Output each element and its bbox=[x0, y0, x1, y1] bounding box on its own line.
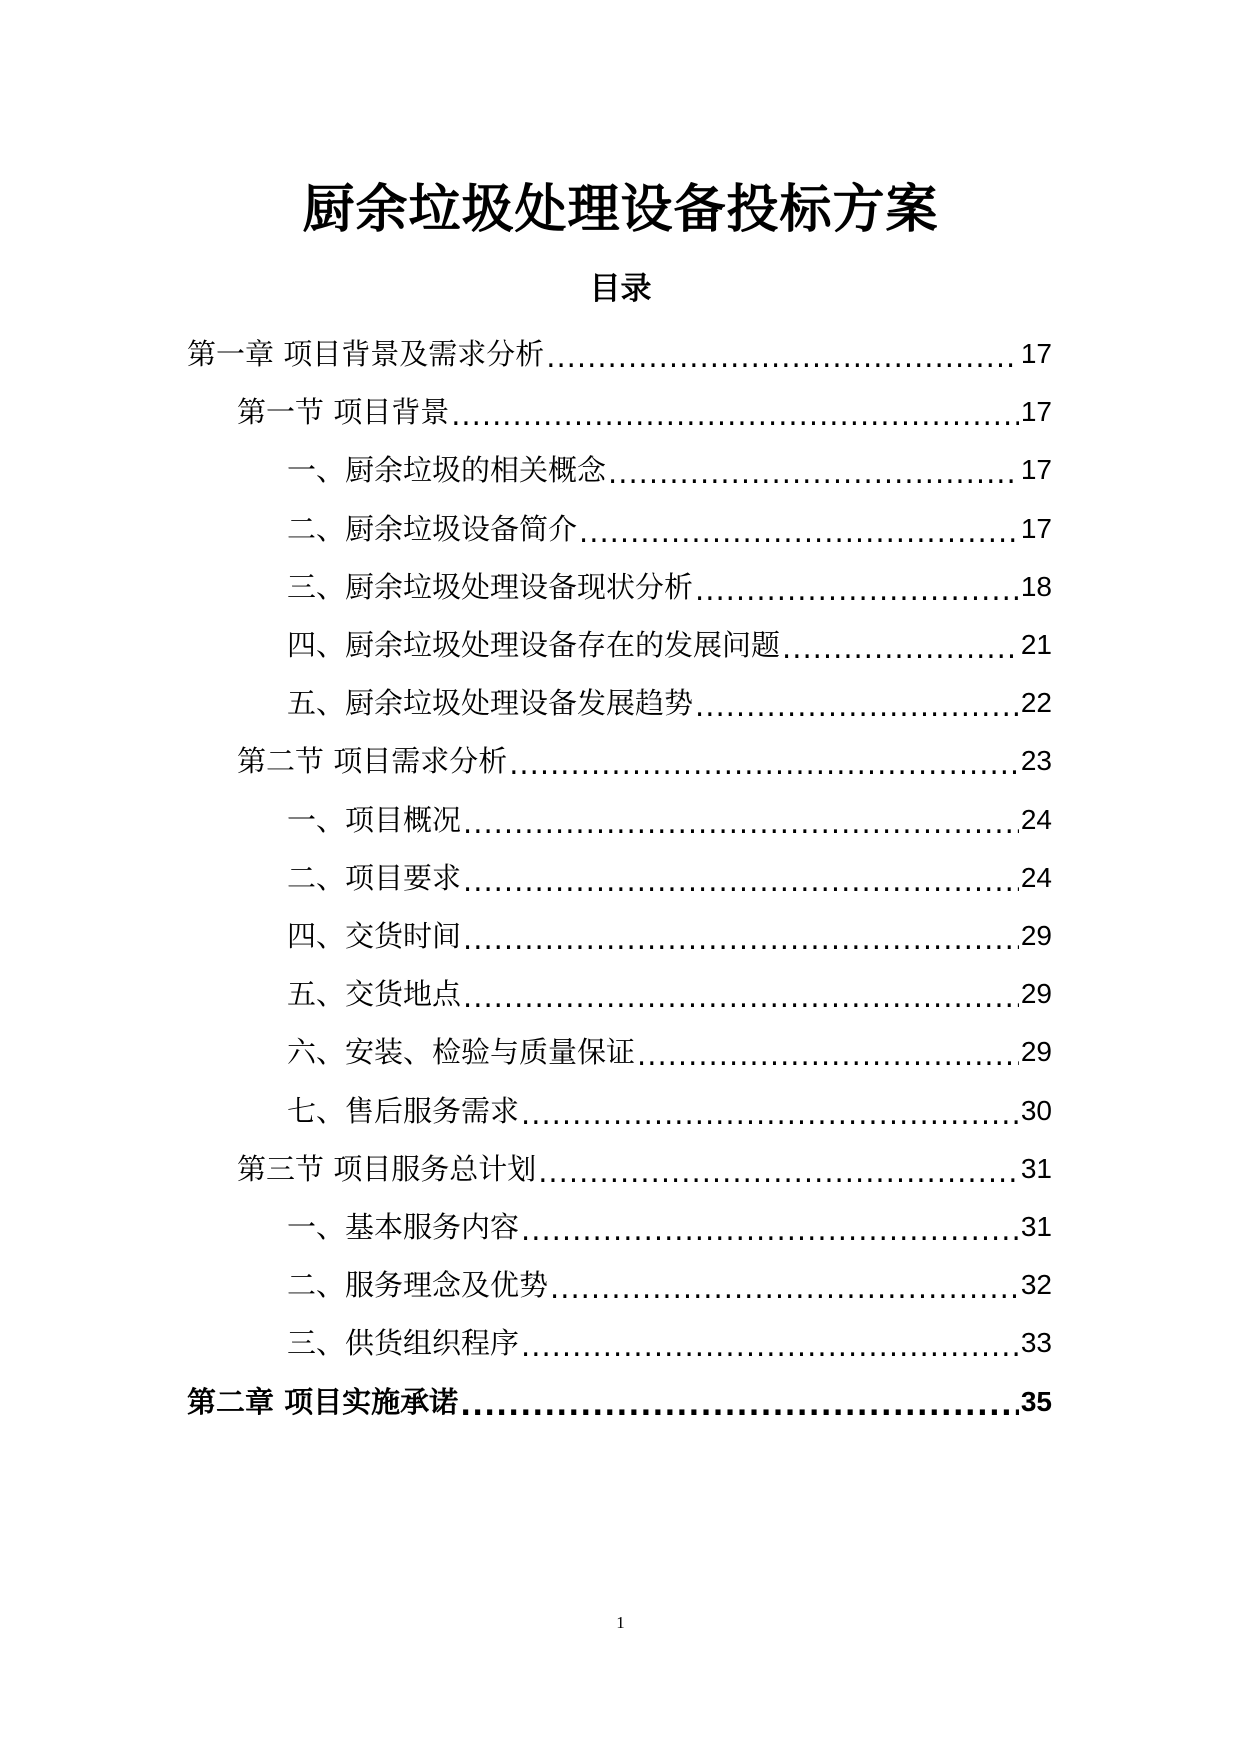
toc-entry-label: 二、厨余垃圾设备简介 bbox=[287, 512, 578, 546]
toc-entry[interactable] bbox=[287, 1202, 1052, 1252]
toc-entry-label: 六、安装、检验与质量保证 bbox=[287, 1035, 636, 1069]
toc-entry-page: 23 bbox=[1020, 745, 1052, 776]
toc-entry[interactable] bbox=[237, 387, 1052, 437]
toc-entry[interactable] bbox=[287, 620, 1052, 670]
toc-entry-label: 三、厨余垃圾处理设备现状分析 bbox=[287, 570, 694, 604]
toc-entry-label: 一、厨余垃圾的相关概念 bbox=[287, 453, 607, 487]
toc-dot-leader bbox=[538, 1144, 1019, 1194]
toc-entry-label: 二、项目要求 bbox=[287, 861, 462, 895]
toc-entry[interactable] bbox=[287, 795, 1052, 845]
toc-entry-label: 第一节 项目背景 bbox=[237, 395, 450, 429]
toc-entry-page: 24 bbox=[1020, 862, 1052, 893]
toc-dot-leader bbox=[460, 1377, 1019, 1427]
toc-entry-label: 四、厨余垃圾处理设备存在的发展问题 bbox=[287, 628, 781, 662]
toc-entry[interactable] bbox=[287, 562, 1052, 612]
toc-dot-leader bbox=[451, 387, 1019, 437]
toc-entry[interactable] bbox=[287, 1260, 1052, 1310]
toc-dot-leader bbox=[521, 1318, 1019, 1368]
toc-entry-page: 29 bbox=[1020, 978, 1052, 1009]
toc-entry-label: 一、基本服务内容 bbox=[287, 1210, 520, 1244]
document-title: 厨余垃圾处理设备投标方案 bbox=[302, 180, 939, 240]
toc-entry-label: 五、厨余垃圾处理设备发展趋势 bbox=[287, 686, 694, 720]
toc-entry[interactable] bbox=[287, 678, 1052, 728]
toc-dot-leader bbox=[463, 795, 1019, 845]
toc-entry[interactable] bbox=[237, 736, 1052, 786]
toc-entry-page: 35 bbox=[1020, 1386, 1052, 1417]
toc-entry-label: 一、项目概况 bbox=[287, 803, 462, 837]
toc-dot-leader bbox=[608, 445, 1019, 495]
toc-entry-page: 18 bbox=[1020, 571, 1052, 602]
toc-entry[interactable] bbox=[287, 969, 1052, 1019]
toc-entry-page: 22 bbox=[1020, 687, 1052, 718]
toc-dot-leader bbox=[546, 329, 1019, 379]
toc-entry-label: 第三节 项目服务总计划 bbox=[237, 1152, 537, 1186]
toc-entry-page: 30 bbox=[1020, 1095, 1052, 1126]
toc-entry[interactable] bbox=[287, 504, 1052, 554]
toc-entry-label: 五、交货地点 bbox=[287, 977, 462, 1011]
toc-entry-page: 17 bbox=[1020, 338, 1052, 369]
toc-entry-label: 二、服务理念及优势 bbox=[287, 1268, 549, 1302]
toc-dot-leader bbox=[579, 504, 1019, 554]
toc-entry[interactable] bbox=[287, 1318, 1052, 1368]
toc-entry-page: 17 bbox=[1020, 396, 1052, 427]
toc-dot-leader bbox=[463, 911, 1019, 961]
page-number: 1 bbox=[616, 1613, 625, 1632]
toc-entry-label: 第二章 项目实施承诺 bbox=[187, 1385, 459, 1419]
toc-dot-leader bbox=[695, 562, 1019, 612]
toc-entry-label: 第一章 项目背景及需求分析 bbox=[187, 337, 545, 371]
toc-entry-page: 31 bbox=[1020, 1153, 1052, 1184]
toc-heading: 目录 bbox=[589, 271, 652, 307]
toc-dot-leader bbox=[463, 969, 1019, 1019]
toc-entry[interactable] bbox=[287, 1086, 1052, 1136]
toc-entry-page: 29 bbox=[1020, 920, 1052, 951]
toc-dot-leader bbox=[509, 736, 1019, 786]
toc-entry-page: 21 bbox=[1020, 629, 1052, 660]
toc-entry-label: 三、供货组织程序 bbox=[287, 1326, 520, 1360]
toc-entry[interactable] bbox=[187, 329, 1052, 379]
toc-dot-leader bbox=[521, 1202, 1019, 1252]
toc-entry-page: 24 bbox=[1020, 804, 1052, 835]
toc-entry-page: 33 bbox=[1020, 1327, 1052, 1358]
toc-dot-leader bbox=[521, 1086, 1019, 1136]
toc-entry-label: 四、交货时间 bbox=[287, 919, 462, 953]
toc-dot-leader bbox=[463, 853, 1019, 903]
toc-entry-page: 29 bbox=[1020, 1036, 1052, 1067]
toc-entry[interactable] bbox=[287, 445, 1052, 495]
toc-entry-page: 17 bbox=[1020, 513, 1052, 544]
toc-entry-page: 32 bbox=[1020, 1269, 1052, 1300]
toc-dot-leader bbox=[695, 678, 1019, 728]
toc-entry[interactable] bbox=[287, 911, 1052, 961]
toc-entry-label: 第二节 项目需求分析 bbox=[237, 744, 508, 778]
toc-dot-leader bbox=[637, 1027, 1019, 1077]
toc-entry[interactable] bbox=[187, 1377, 1052, 1427]
toc-entry[interactable] bbox=[287, 853, 1052, 903]
toc-entry-page: 17 bbox=[1020, 454, 1052, 485]
toc-entry[interactable] bbox=[237, 1144, 1052, 1194]
toc-entry-label: 七、售后服务需求 bbox=[287, 1094, 520, 1128]
toc-entry[interactable] bbox=[287, 1027, 1052, 1077]
toc-entry-page: 31 bbox=[1020, 1211, 1052, 1242]
toc-dot-leader bbox=[782, 620, 1019, 670]
toc-dot-leader bbox=[550, 1260, 1019, 1310]
